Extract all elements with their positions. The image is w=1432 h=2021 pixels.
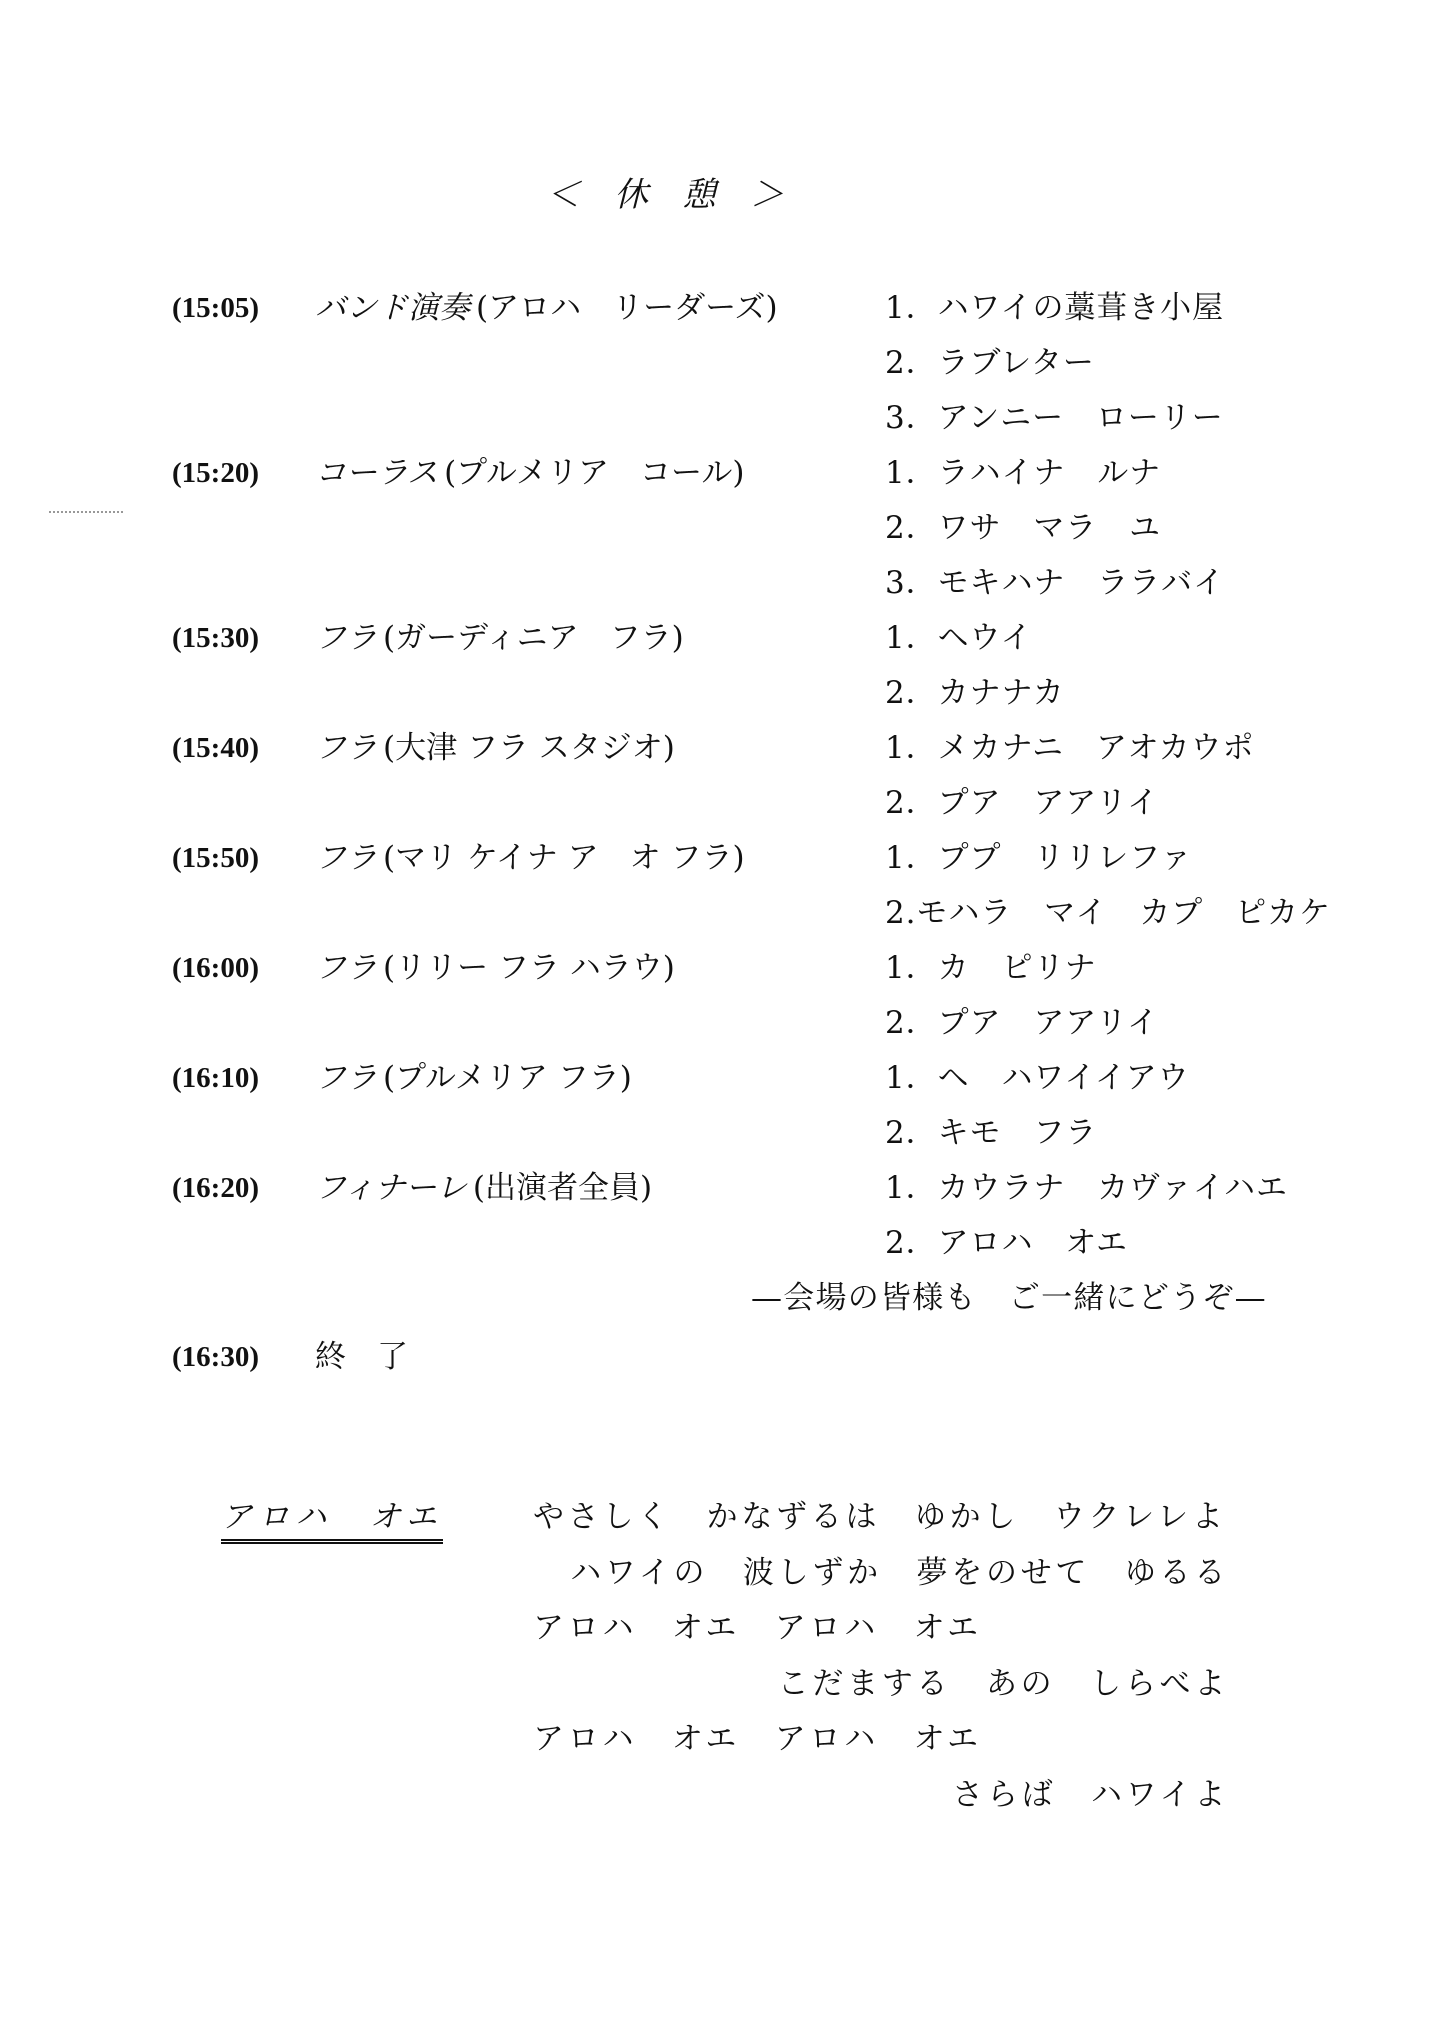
schedule-time: (15:30) xyxy=(172,622,259,654)
act-genre: フラ xyxy=(315,620,377,656)
song-list xyxy=(885,446,1432,611)
schedule-item xyxy=(0,1161,1432,1271)
schedule-time: (16:00) xyxy=(172,952,259,984)
schedule-act xyxy=(315,611,885,666)
act-genre: フィナーレ xyxy=(315,1170,467,1206)
lyric-line: こだまする あの しらべよ xyxy=(777,1665,1229,1702)
schedule-item xyxy=(0,611,1432,721)
song-item: 3．アンニー ローリー xyxy=(885,400,1224,436)
act-group: (大津 フラ スタジオ) xyxy=(383,730,675,766)
lyric-line: アロハ オエ アロハ オエ xyxy=(533,1721,982,1757)
lyric-line: やさしく かなずるは ゆかし ウクレレよ xyxy=(533,1499,1227,1535)
act-group: (プルメリア フラ) xyxy=(383,1060,632,1096)
act-group: (マリ ケイナ ア オ フラ) xyxy=(383,840,745,876)
schedule xyxy=(0,281,1432,1385)
song-item: 2．プア アアリイ xyxy=(885,1005,1159,1041)
page-title: ＜ 休 憩 ＞ xyxy=(546,175,784,215)
song-item: 1．カ ピリナ xyxy=(885,950,1097,986)
act-genre: コーラス xyxy=(315,455,439,491)
lyric-line: さらば ハワイよ xyxy=(952,1776,1229,1813)
act-group: (ガーディニア フラ) xyxy=(383,620,684,656)
song-list xyxy=(885,611,1432,721)
act-genre: フラ xyxy=(315,730,377,766)
song-item: 2．アロハ オエ xyxy=(885,1225,1128,1261)
act-genre: フラ xyxy=(315,950,377,986)
lyric-line: ハワイの 波しずか 夢をのせて ゆるる xyxy=(570,1554,1229,1591)
finale-note: —会場の皆様も ご一緒にどうぞ— xyxy=(751,1280,1267,1316)
schedule-act xyxy=(315,1051,885,1106)
schedule-time: (15:20) xyxy=(172,457,259,489)
song-list xyxy=(885,941,1432,1051)
schedule-act xyxy=(315,1161,885,1216)
schedule-act xyxy=(315,941,885,996)
song-item: 2．ワサ マラ ユ xyxy=(885,510,1162,546)
song-item: 1．カウラナ カヴァイハエ xyxy=(885,1170,1288,1206)
act-group: (出演者全員) xyxy=(472,1170,653,1206)
schedule-time: (15:40) xyxy=(172,732,259,764)
schedule-act xyxy=(315,281,885,336)
song-item: 1．ヘ ハワイイアウ xyxy=(885,1060,1190,1096)
song-item: 2．キモ フラ xyxy=(885,1115,1098,1151)
closing-label: 終 了 xyxy=(315,1339,408,1375)
schedule-time: (15:50) xyxy=(172,842,259,874)
song-item: 1．ハワイの藁葺き小屋 xyxy=(885,290,1225,326)
schedule-item xyxy=(0,281,1432,446)
act-genre: フラ xyxy=(315,840,377,876)
song-list xyxy=(885,1161,1432,1271)
closing-item xyxy=(0,1330,1432,1385)
lyric-line: アロハ オエ アロハ オエ xyxy=(533,1610,982,1646)
song-item: 1．ププ リリレファ xyxy=(885,840,1193,876)
schedule-act xyxy=(315,721,885,776)
lyrics-section xyxy=(0,1490,1432,1823)
song-item: 2．ラブレター xyxy=(885,345,1095,381)
song-list xyxy=(885,1051,1432,1161)
song-item: 1．ラハイナ ルナ xyxy=(885,455,1162,491)
song-list xyxy=(885,721,1432,831)
song-list xyxy=(885,831,1432,941)
act-genre: フラ xyxy=(315,1060,377,1096)
act-group: (アロハ リーダーズ) xyxy=(476,290,778,326)
schedule-item xyxy=(0,1051,1432,1161)
schedule-act xyxy=(315,446,885,501)
act-genre: バンド演奏 xyxy=(315,290,470,326)
song-item: 1．メカナニ アオカウポ xyxy=(885,730,1255,766)
lyrics-title: アロハ オエ xyxy=(221,1497,443,1544)
schedule-item xyxy=(0,831,1432,941)
schedule-item xyxy=(0,721,1432,831)
schedule-time: (15:05) xyxy=(172,292,259,324)
song-item: 3．モキハナ ララバイ xyxy=(885,565,1225,601)
schedule-time: (16:10) xyxy=(172,1062,259,1094)
act-group: (プルメリア コール) xyxy=(444,455,745,491)
song-item: 2．プア アアリイ xyxy=(885,785,1159,821)
schedule-act xyxy=(315,831,885,886)
schedule-item xyxy=(0,941,1432,1051)
song-item: 2.モハラ マイ カプ ピカケ xyxy=(885,895,1331,931)
song-item: 1．ヘウイ xyxy=(885,620,1033,656)
song-item: 2．カナナカ xyxy=(885,675,1065,711)
schedule-time: (16:20) xyxy=(172,1172,259,1204)
act-group: (リリー フラ ハラウ) xyxy=(383,950,675,986)
schedule-item xyxy=(0,446,1432,611)
song-list xyxy=(885,281,1432,446)
closing-time: (16:30) xyxy=(172,1341,259,1373)
